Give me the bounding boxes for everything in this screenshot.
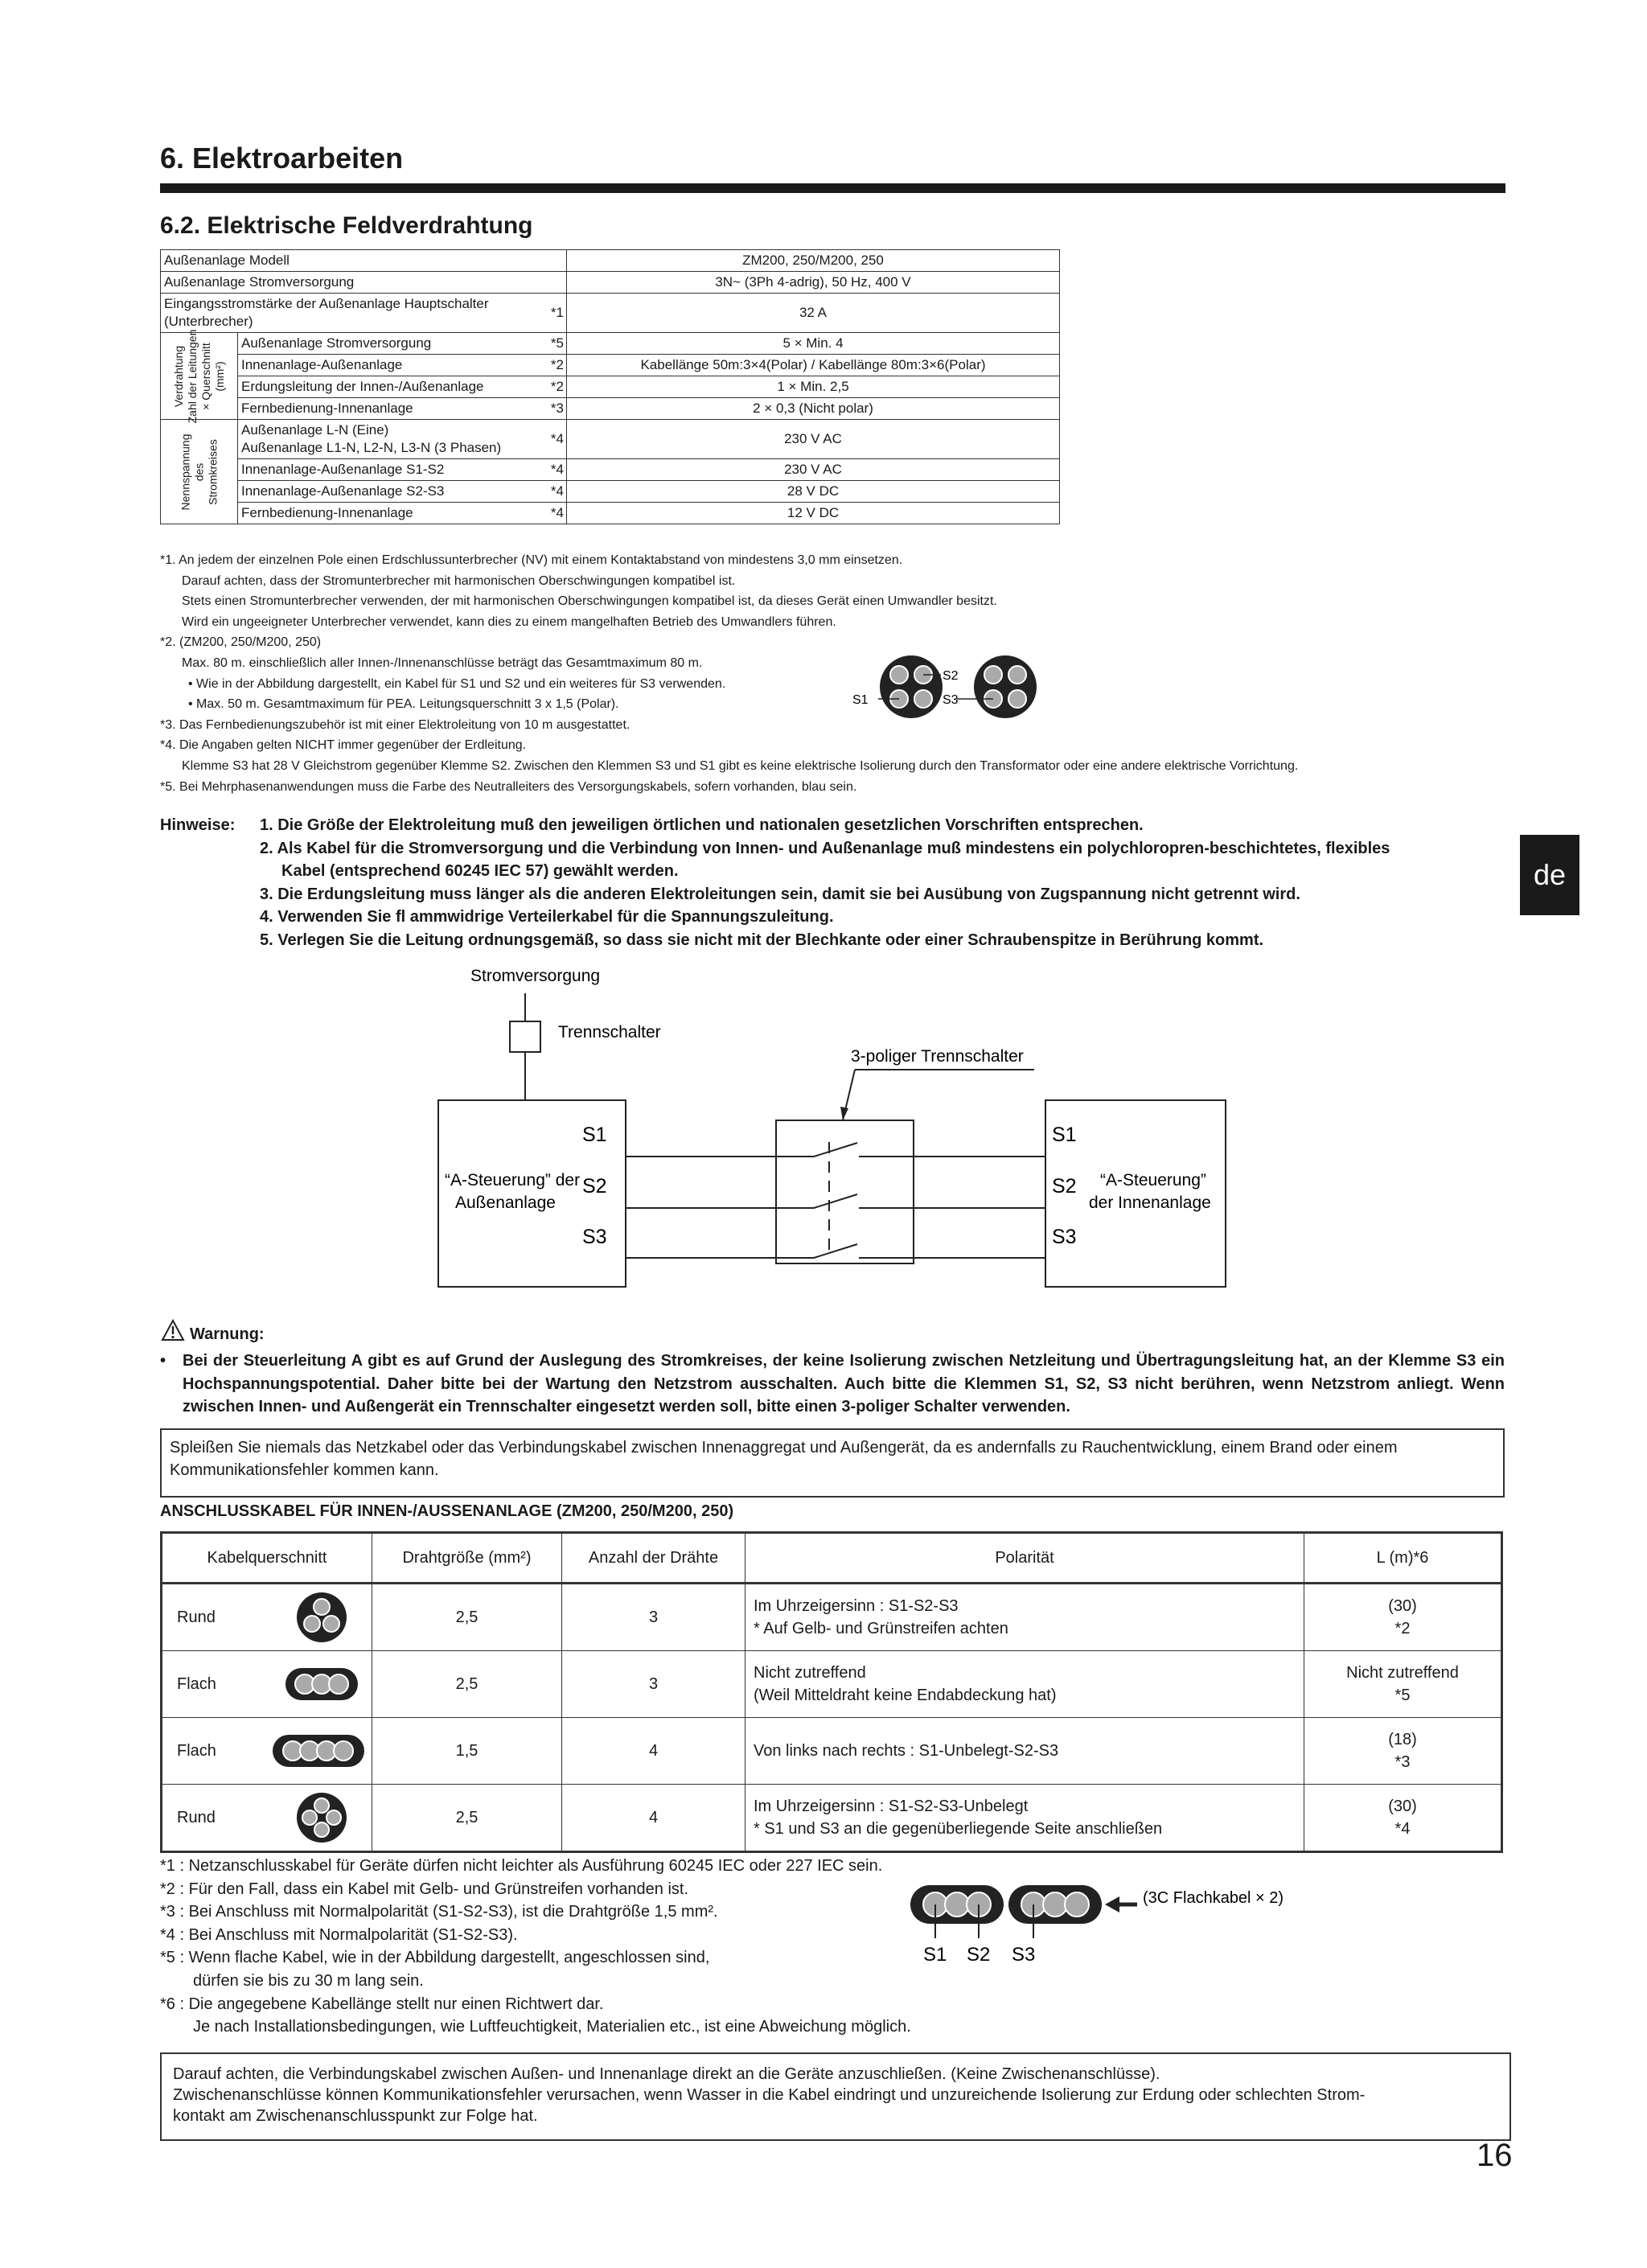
length-cell xyxy=(1304,1718,1502,1785)
wire-size: 1,5 xyxy=(372,1718,562,1785)
footnote-line: Je nach Installationsbedingungen, wie Luftfeuchtigkeit, Materialien etc., ist eine Abweichung möglich. xyxy=(193,2018,911,2036)
note-line: Darauf achten, dass der Stromunterbrecher mit harmonischen Oberschwingungen kompatibel ist. xyxy=(182,573,736,588)
spec-row xyxy=(161,420,1060,459)
four-core-cable-icon xyxy=(974,655,1037,718)
column-header: Kabelquerschnitt xyxy=(162,1533,372,1584)
spec-label: Außenanlage Stromversorgung xyxy=(161,272,567,294)
spec-label xyxy=(238,420,546,459)
cable-type-cell xyxy=(162,1718,372,1785)
warning-body xyxy=(160,1350,1505,1419)
cable-type: Rund xyxy=(177,1809,216,1826)
spec-label: Fernbedienung-Innenanlage xyxy=(238,503,546,524)
group-label-line: Nennspannung xyxy=(179,433,191,510)
spec-mark: *1 xyxy=(546,294,567,333)
spec-mark: *5 xyxy=(546,333,567,355)
spec-value: 230 V AC xyxy=(567,420,1060,459)
spec-value: 230 V AC xyxy=(567,459,1060,481)
note-line: Klemme S3 hat 28 V Gleichstrom gegenüber Klemme S2. Zwischen den Klemmen S3 und S1 gibt es keine elektrische Isolierung durch den Transformator oder eine andere elektrische Vorrichtung. xyxy=(182,758,1299,773)
note-line: *1. An jedem der einzelnen Pole einen Erdschlussunterbrecher (NV) mit einem Kontaktabstand von mindestens 3,0 mm einsetzen. xyxy=(160,553,903,567)
indoor-terminal-s3: S3 xyxy=(1052,1226,1077,1248)
spec-row xyxy=(161,333,1060,355)
spec-mark: *2 xyxy=(546,355,567,376)
polarity-line: Nicht zutreffend xyxy=(754,1664,866,1682)
spec-mark: *2 xyxy=(546,376,567,398)
voltage-group-label xyxy=(161,420,238,524)
polarity-line: Im Uhrzeigersinn : S1-S2-S3-Unbelegt xyxy=(754,1798,1029,1815)
hinweise-item: 4. Verwenden Sie fl ammwidrige Verteilerkabel für die Spannungszuleitung. xyxy=(260,908,834,926)
switch-blade xyxy=(814,1194,857,1208)
length-cell xyxy=(1304,1584,1502,1651)
note-line: *5. Bei Mehrphasenanwendungen muss die Farbe des Neutralleiters des Versorgungskabels, sofern vorhanden, blau sein. xyxy=(160,779,857,794)
four-core-cable-icon xyxy=(880,655,943,718)
footnote-line: *2 : Für den Fall, dass ein Kabel mit Gelb- und Grünstreifen vorhanden ist. xyxy=(160,1880,689,1898)
cable-type: Rund xyxy=(177,1609,216,1626)
hinweise-item: Kabel (entsprechend 60245 IEC 57) gewählt werden. xyxy=(281,862,679,880)
spec-row xyxy=(161,503,1060,524)
terminal-label-s2: S2 xyxy=(967,1944,991,1966)
warning-text: Bei der Steuerleitung A gibt es auf Grund der Auslegung des Stromkreises, der keine Isolierung zwischen Netzleitung und Übertragungsleitung hat, an der Klemme S3 ein Hochspannungspotential. Daher bitte bei der Wartung den Netzstrom ausschalten. Auch bitte die Klemmen S1, S2, S3 nicht berühren, wenn Netzstrom anliegt. Wenn zwischen Innen- und Außengerät ein Trennschalter eingesetzt werden soll, bitte einen 3-poliger Schalter verwenden. xyxy=(183,1352,1505,1415)
wire-size: 2,5 xyxy=(372,1785,562,1852)
outdoor-terminal-s2: S2 xyxy=(582,1175,607,1198)
hinweise-label: Hinweise: xyxy=(160,816,236,834)
column-header: L (m)*6 xyxy=(1304,1533,1502,1584)
warning-title: Warnung: xyxy=(190,1325,265,1343)
disconnect-switch-label: Trennschalter xyxy=(558,1023,661,1042)
spec-row xyxy=(161,355,1060,376)
spec-row xyxy=(161,250,1060,272)
length-value: (30) xyxy=(1388,1597,1417,1615)
outdoor-terminal-s3: S3 xyxy=(582,1226,607,1248)
warning-icon xyxy=(161,1319,185,1341)
outdoor-terminal-s1: S1 xyxy=(582,1124,607,1146)
group-label-line: Verdrahtung xyxy=(171,345,185,407)
spec-label: Innenanlage-Außenanlage S1-S2 xyxy=(238,459,546,481)
polarity-cell xyxy=(745,1651,1304,1718)
hinweise-item: 2. Als Kabel für die Stromversorgung und die Verbindung von Innen- und Außenanlage muß mindestens ein polychloropren-beschichtetes, flexibles xyxy=(260,839,1390,857)
hinweise-list xyxy=(260,814,1498,951)
polarity-line: Im Uhrzeigersinn : S1-S2-S3 xyxy=(754,1597,959,1615)
cable-type: Flach xyxy=(177,1675,216,1693)
hinweise-item: 1. Die Größe der Elektroleitung muß den jeweiligen örtlichen und nationalen gesetzlichen Vorschriften entsprechen. xyxy=(260,816,1144,834)
wiring-diagram xyxy=(0,957,1647,1295)
group-label-line: des xyxy=(192,462,205,481)
flat-cable-pair-figure xyxy=(909,1880,1327,1977)
cable-type: Flach xyxy=(177,1742,216,1760)
hinweise-item: 3. Die Erdungsleitung muss länger als die anderen Elektroleitungen sein, damit sie bei Ausübung von Zugspannung nicht getrennt wird. xyxy=(260,885,1300,903)
note-line: *2. (ZM200, 250/M200, 250) xyxy=(160,635,322,650)
switch-blade xyxy=(814,1244,857,1258)
footnote-line: *4 : Bei Anschluss mit Normalpolarität (S1-S2-S3). xyxy=(160,1925,518,1944)
length-cell xyxy=(1304,1785,1502,1852)
wire-size: 2,5 xyxy=(372,1584,562,1651)
wire-size: 2,5 xyxy=(372,1651,562,1718)
spec-label: Innenanlage-Außenanlage S2-S3 xyxy=(238,481,546,503)
spec-row xyxy=(161,481,1060,503)
note-line: *4. Die Angaben gelten NICHT immer gegenüber der Erdleitung. xyxy=(160,738,527,753)
spec-value: 2 × 0,3 (Nicht polar) xyxy=(567,398,1060,420)
spec-label: Außenanlage Modell xyxy=(161,250,567,272)
flat-3-cable-icon xyxy=(910,1885,1004,1924)
spec-value: 32 A xyxy=(567,294,1060,333)
outdoor-controller-label: Außenanlage xyxy=(455,1194,556,1212)
footnote-line: dürfen sie bis zu 30 m lang sein. xyxy=(193,1971,424,1990)
spec-value: ZM200, 250/M200, 250 xyxy=(567,250,1060,272)
table-header-row xyxy=(162,1533,1502,1584)
polarity-cell xyxy=(745,1584,1304,1651)
spec-row xyxy=(161,398,1060,420)
length-note: *4 xyxy=(1394,1820,1411,1838)
note-line: Max. 80 m. einschließlich aller Innen-/Innenanschlüsse beträgt das Gesamtmaximum 80 m. xyxy=(182,655,703,670)
outdoor-controller-label: “A-Steuerung” der xyxy=(445,1171,581,1189)
footnote-line: *5 : Wenn flache Kabel, wie in der Abbildung dargestellt, angeschlossen sind, xyxy=(160,1949,710,1967)
section-title: 6. Elektroarbeiten xyxy=(160,142,404,175)
cable-type-cell xyxy=(162,1651,372,1718)
spec-mark: *4 xyxy=(546,503,567,524)
column-header: Drahtgröße (mm²) xyxy=(372,1533,562,1584)
three-pole-switch-box xyxy=(776,1120,914,1263)
connection-cable-table xyxy=(160,1531,1503,1853)
spec-label-line: Außenanlage L1-N, L2-N, L3-N (3 Phasen) xyxy=(241,440,502,455)
box-line: Darauf achten, die Verbindungskabel zwischen Außen- und Innenanlage direkt an die Geräte anzuschließen. (Keine Zwischenanschlüsse). xyxy=(173,2065,1160,2083)
polarity-cell xyxy=(745,1785,1304,1852)
group-label-line: Zahl der Leitungen xyxy=(185,329,199,423)
terminal-label-s1: S1 xyxy=(852,693,869,707)
column-header: Anzahl der Drähte xyxy=(562,1533,745,1584)
subsection-title: 6.2. Elektrische Feldverdrahtung xyxy=(160,212,533,239)
terminal-label-s3: S3 xyxy=(1012,1944,1036,1966)
spec-row xyxy=(161,376,1060,398)
field-wiring-spec-table xyxy=(160,249,1060,524)
arrow-left-icon xyxy=(1105,1896,1119,1913)
spec-row xyxy=(161,272,1060,294)
spec-value: 1 × Min. 2,5 xyxy=(567,376,1060,398)
spec-mark: *4 xyxy=(546,459,567,481)
wire-count: 4 xyxy=(562,1785,745,1852)
group-label-line: Stromkreises xyxy=(206,438,219,505)
indoor-terminal-s2: S2 xyxy=(1052,1175,1077,1198)
length-note: *3 xyxy=(1394,1753,1411,1771)
spec-label: Erdungsleitung der Innen-/Außenanlage xyxy=(238,376,546,398)
polarity-line: Von links nach rechts : S1-Unbelegt-S2-S3 xyxy=(754,1742,1059,1760)
cable-type-cell xyxy=(162,1785,372,1852)
power-supply-label: Stromversorgung xyxy=(470,967,601,985)
polarity-line: (Weil Mitteldraht keine Endabdeckung hat) xyxy=(754,1687,1057,1704)
disconnect-switch-box xyxy=(510,1021,540,1052)
spec-label: Eingangsstromstärke der Außenanlage Hauptschalter (Unterbrecher) xyxy=(161,294,546,333)
note-line: Wird ein ungeeigneter Unterbrecher verwendet, kann dies zu einem mangelhaften Betrieb des Umwandlers führen. xyxy=(182,614,836,629)
wire-count: 4 xyxy=(562,1718,745,1785)
spec-notes xyxy=(160,550,1511,797)
page-number: 16 xyxy=(1477,2138,1513,2173)
round-3-cable-icon xyxy=(296,1592,347,1643)
language-tab: de xyxy=(1520,835,1579,915)
spec-row xyxy=(161,294,1060,333)
hinweise-item: 5. Verlegen Sie die Leitung ordnungsgemäß, so dass sie nicht mit der Blechkante oder einer Schraubenspitze in Berührung kommt. xyxy=(260,931,1264,949)
indoor-controller-label: “A-Steuerung” xyxy=(1100,1171,1206,1189)
length-note: *5 xyxy=(1394,1687,1411,1704)
footnote-line: *3 : Bei Anschluss mit Normalpolarität (S1-S2-S3), ist die Drahtgröße 1,5 mm². xyxy=(160,1903,718,1921)
flat-3-cable-icon xyxy=(1008,1885,1102,1924)
footnote-line: *6 : Die angegebene Kabellänge stellt nur einen Richtwert dar. xyxy=(160,1995,604,2013)
spec-row xyxy=(161,459,1060,481)
flat-4-cable-icon xyxy=(272,1733,365,1769)
length-value: Nicht zutreffend xyxy=(1346,1664,1459,1682)
note-line: *3. Das Fernbedienungszubehör ist mit einer Elektroleitung von 10 m ausgestattet. xyxy=(160,717,630,732)
note-line: Stets einen Stromunterbrecher verwenden, der mit harmonischen Oberschwingungen kompatibel ist, da dieses Gerät einen Umwandler besitzt. xyxy=(182,594,997,609)
indoor-controller-label: der Innenanlage xyxy=(1089,1194,1211,1212)
footnote-line: *1 : Netzanschlusskabel für Geräte dürfen nicht leichter als Ausführung 60245 IEC oder 227 IEC sein. xyxy=(160,1857,883,1875)
group-label-line: (mm²) xyxy=(212,360,226,392)
box-line: kontakt am Zwischenanschlusspunkt zur Folge hat. xyxy=(173,2107,538,2125)
group-label-line: × Querschnitt xyxy=(199,342,212,410)
wire-count: 3 xyxy=(562,1584,745,1651)
splice-warning-box: Spleißen Sie niemals das Netzkabel oder das Verbindungskabel zwischen Innenaggregat und Außengerät, da es andernfalls zu Rauchentwicklung, einem Brand oder einem Kommunikationsfehler kommen kann. xyxy=(160,1428,1505,1498)
terminal-label-s1: S1 xyxy=(923,1944,947,1966)
spec-value: 3N~ (3Ph 4-adrig), 50 Hz, 400 V xyxy=(567,272,1060,294)
mini-cable-figure xyxy=(844,655,1054,727)
note-line: • Wie in der Abbildung dargestellt, ein Kabel für S1 und S2 und ein weiteres für S3 verwenden. xyxy=(188,676,726,691)
table-row xyxy=(162,1718,1502,1785)
direct-connection-box xyxy=(160,2052,1511,2141)
spec-value: 28 V DC xyxy=(567,481,1060,503)
polarity-cell xyxy=(745,1718,1304,1785)
switch-blade xyxy=(814,1143,857,1157)
flat-3-cable-icon xyxy=(285,1666,359,1702)
spec-label: Fernbedienung-Innenanlage xyxy=(238,398,546,420)
round-4-cable-icon xyxy=(296,1792,347,1843)
spec-value: 5 × Min. 4 xyxy=(567,333,1060,355)
spec-label: Außenanlage Stromversorgung xyxy=(238,333,546,355)
cable-footnotes xyxy=(160,1855,911,2039)
length-value: (18) xyxy=(1388,1731,1417,1748)
spec-value: 12 V DC xyxy=(567,503,1060,524)
length-cell xyxy=(1304,1651,1502,1718)
column-header: Polarität xyxy=(745,1533,1304,1584)
wire-count: 3 xyxy=(562,1651,745,1718)
section-rule xyxy=(160,183,1505,193)
warning-bullet: • xyxy=(160,1352,166,1370)
wiring-group-label xyxy=(161,329,238,423)
length-value: (30) xyxy=(1388,1798,1417,1815)
three-pole-switch-label: 3-poliger Trennschalter xyxy=(851,1047,1024,1066)
indoor-terminal-s1: S1 xyxy=(1052,1124,1077,1146)
cable-table-title: ANSCHLUSSKABEL FÜR INNEN-/AUSSENANLAGE (ZM200, 250/M200, 250) xyxy=(160,1502,734,1520)
spec-mark: *4 xyxy=(546,420,567,459)
spec-mark: *3 xyxy=(546,398,567,420)
table-row xyxy=(162,1651,1502,1718)
spec-value: Kabellänge 50m:3×4(Polar) / Kabellänge 80m:3×6(Polar) xyxy=(567,355,1060,376)
note-line: • Max. 50 m. Gesamtmaximum für PEA. Leitungsquerschnitt 3 x 1,5 (Polar). xyxy=(188,697,619,712)
table-row xyxy=(162,1584,1502,1651)
flat-cable-caption: (3C Flachkabel × 2) xyxy=(1143,1889,1284,1907)
terminal-label-s2: S2 xyxy=(943,669,959,683)
cable-type-cell xyxy=(162,1584,372,1651)
spec-label-line: Außenanlage L-N (Eine) xyxy=(241,422,389,438)
spec-mark: *4 xyxy=(546,481,567,503)
leader-arrowhead xyxy=(840,1107,848,1120)
length-note: *2 xyxy=(1394,1620,1411,1637)
box-line: Zwischenanschlüsse können Kommunikationsfehler verursachen, wenn Wasser in die Kabel eindringt und unzureichende Isolierung zur Erdung oder schlechten Strom- xyxy=(173,2086,1366,2104)
polarity-line: * Auf Gelb- und Grünstreifen achten xyxy=(754,1620,1008,1637)
spec-label: Innenanlage-Außenanlage xyxy=(238,355,546,376)
polarity-line: * S1 und S3 an die gegenüberliegende Seite anschließen xyxy=(754,1820,1163,1838)
table-row xyxy=(162,1785,1502,1852)
terminal-label-s3: S3 xyxy=(943,693,959,707)
